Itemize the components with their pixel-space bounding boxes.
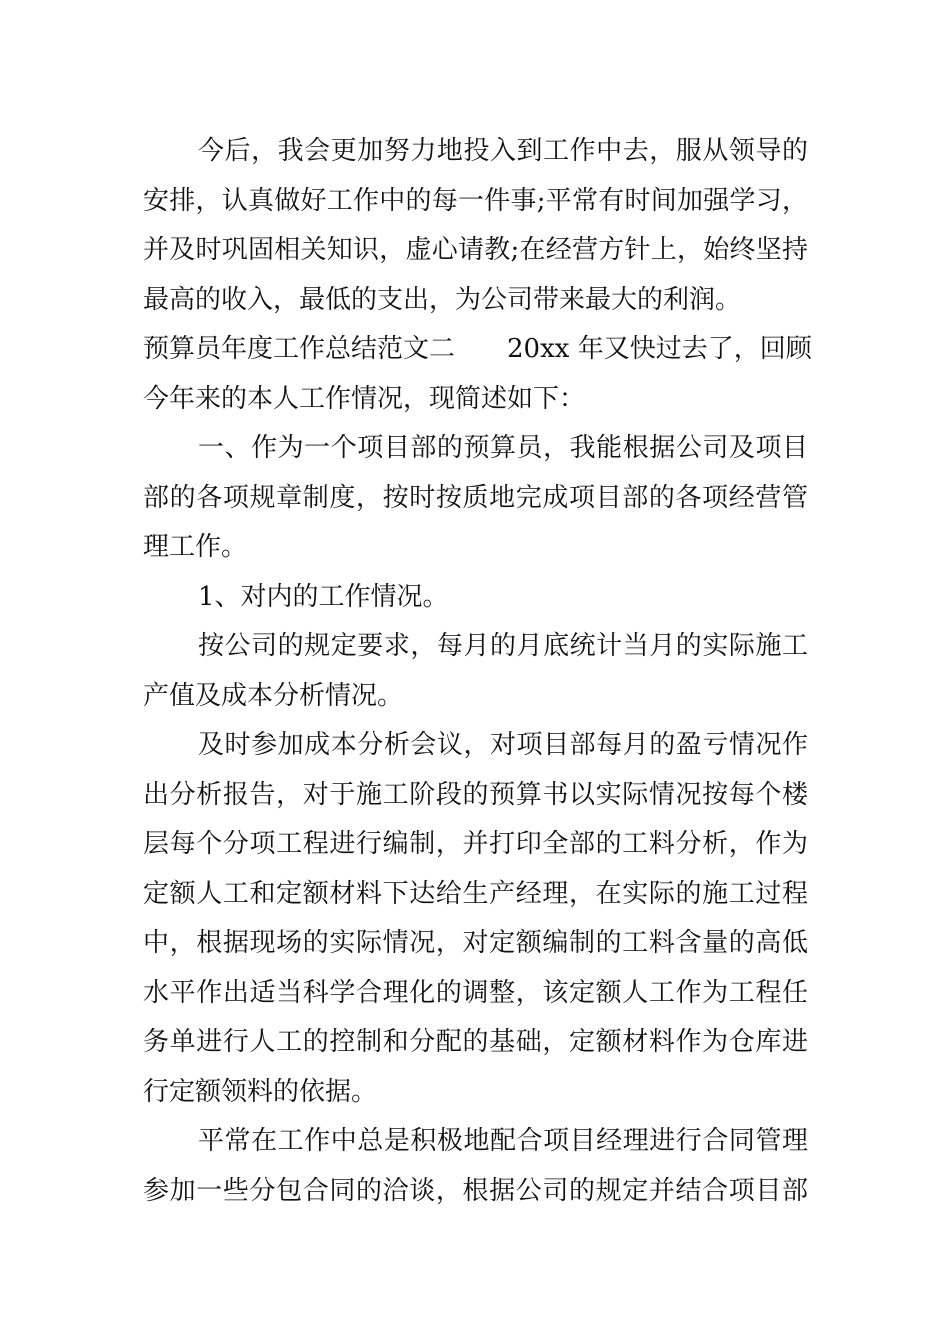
heading-gap <box>455 325 507 375</box>
section-title: 预算员年度工作总结范文二 <box>143 334 456 364</box>
document-body <box>143 127 812 1216</box>
text-line: 今年来的本人工作情况，现简述如下： <box>143 383 586 414</box>
section-heading-row <box>143 325 812 375</box>
text-line: 行定额领料的依据。 <box>143 1076 378 1107</box>
text-line: 按公司的规定要求，每月的月底统计当月的实际施工 <box>198 631 808 661</box>
text-line: 水平作出适当科学合理化的调整，该定额人工作为工程任 <box>143 977 808 1008</box>
text-line: 及时参加成本分析会议，对项目部每月的盈亏情况作 <box>198 730 808 760</box>
text-line: 平常在工作中总是积极地配合项目经理进行合同管理 <box>198 1126 808 1156</box>
subsection-heading: 1、对内的工作情况。 <box>198 581 449 612</box>
text-line: 产值及成本分析情况。 <box>143 680 404 711</box>
text-line: 一、作为一个项目部的预算员，我能根据公司及项目 <box>198 433 808 463</box>
text-line: 出分析报告，对于施工阶段的预算书以实际情况按每个楼 <box>143 779 808 810</box>
text-line: 部的各项规章制度，按时按质地完成项目部的各项经营管 <box>143 482 808 513</box>
text-line: 并及时巩固相关知识，虚心请教;在经营方针上，始终坚持 <box>143 235 808 265</box>
text-line: 最高的收入，最低的支出，为公司带来最大的利润。 <box>143 284 742 315</box>
heading-trailing-text: 20xx 年又快过去了，回顾 <box>507 334 812 364</box>
text-line: 理工作。 <box>143 532 248 562</box>
text-line: 安排，认真做好工作中的每一件事;平常有时间加强学习， <box>143 185 808 216</box>
text-line: 层每个分项工程进行编制，并打印全部的工料分析，作为 <box>143 829 808 859</box>
text-line: 中，根据现场的实际情况，对定额编制的工料含量的高低 <box>143 928 808 958</box>
text-line: 参加一些分包合同的洽谈，根据公司的规定并结合项目部 <box>143 1175 808 1206</box>
text-line: 务单进行人工的控制和分配的基础，定额材料作为仓库进 <box>143 1027 808 1057</box>
text-line: 今后，我会更加努力地投入到工作中去，服从领导的 <box>198 136 808 166</box>
text-line: 定额人工和定额材料下达给生产经理，在实际的施工过程 <box>143 878 808 909</box>
